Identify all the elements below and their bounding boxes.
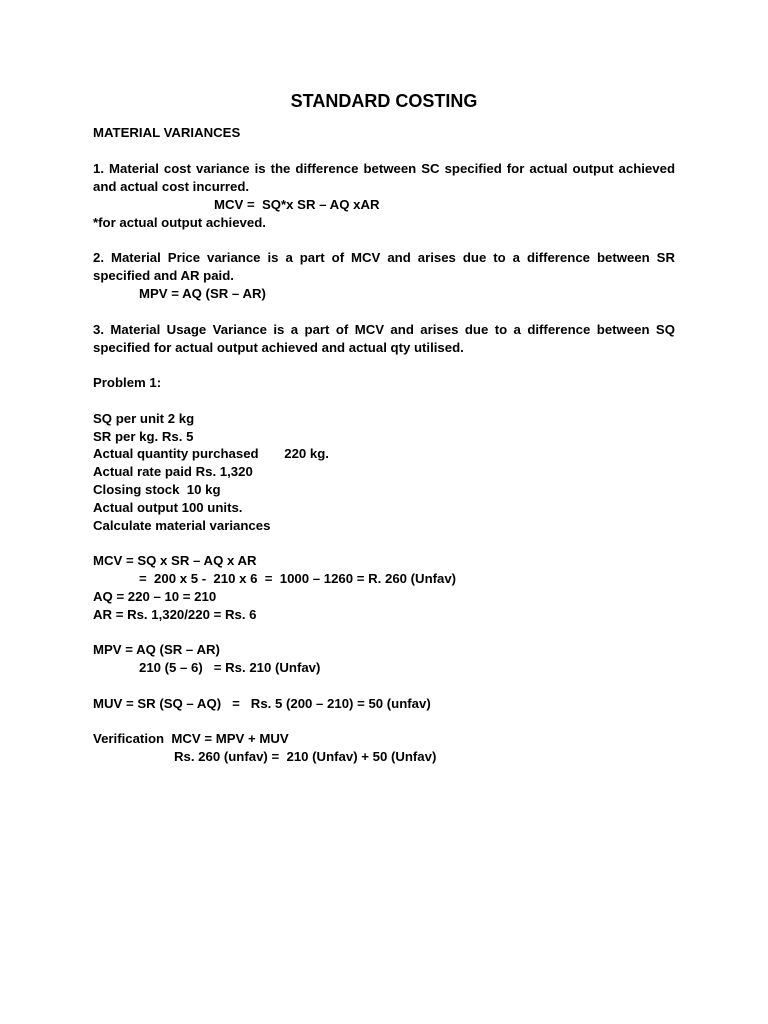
mpv-formula-line: MPV = AQ (SR – AR): [93, 642, 220, 657]
muv-calculation-line: MUV = SR (SQ – AQ) = Rs. 5 (200 – 210) = 50 (unfav): [93, 696, 431, 711]
muv-definition: 3. Material Usage Variance is a part of MCV and arises due to a difference between SQ specified for actual output achieved and actual qty utilised.: [93, 322, 675, 355]
section-heading: MATERIAL VARIANCES: [93, 125, 241, 140]
mpv-definition-formula: MPV = AQ (SR – AR): [139, 286, 266, 301]
given-item: SQ per unit 2 kg: [93, 411, 195, 426]
given-item: Actual rate paid Rs. 1,320: [93, 464, 253, 479]
mpv-calculation: 210 (5 – 6) = Rs. 210 (Unfav): [139, 660, 321, 675]
ar-calculation: AR = Rs. 1,320/220 = Rs. 6: [93, 607, 257, 622]
mcv-calculation: = 200 x 5 - 210 x 6 = 1000 – 1260 = R. 260 (Unfav): [139, 571, 457, 586]
given-item: Closing stock 10 kg: [93, 482, 221, 497]
given-item: Actual quantity purchased 220 kg.: [93, 446, 329, 461]
mcv-definition-formula: MCV = SQ*x SR – AQ xAR: [214, 197, 380, 212]
page-title: STANDARD COSTING: [290, 91, 478, 111]
mcv-definition: 1. Material cost variance is the difference between SC specified for actual output achieved and actual cost incurred.: [93, 161, 675, 194]
problem-heading: Problem 1:: [93, 375, 162, 390]
verification-calculation: Rs. 260 (unfav) = 210 (Unfav) + 50 (Unfav): [174, 749, 437, 764]
mpv-definition: 2. Material Price variance is a part of MCV and arises due to a difference between SR specified and AR paid.: [93, 250, 675, 283]
mcv-footnote: *for actual output achieved.: [93, 215, 266, 230]
given-item: SR per kg. Rs. 5: [93, 429, 194, 444]
verification-line: Verification MCV = MPV + MUV: [93, 731, 289, 746]
aq-calculation: AQ = 220 – 10 = 210: [93, 589, 217, 604]
mcv-formula-line: MCV = SQ x SR – AQ x AR: [93, 553, 257, 568]
given-item: Actual output 100 units.: [93, 500, 243, 515]
given-item: Calculate material variances: [93, 518, 271, 533]
